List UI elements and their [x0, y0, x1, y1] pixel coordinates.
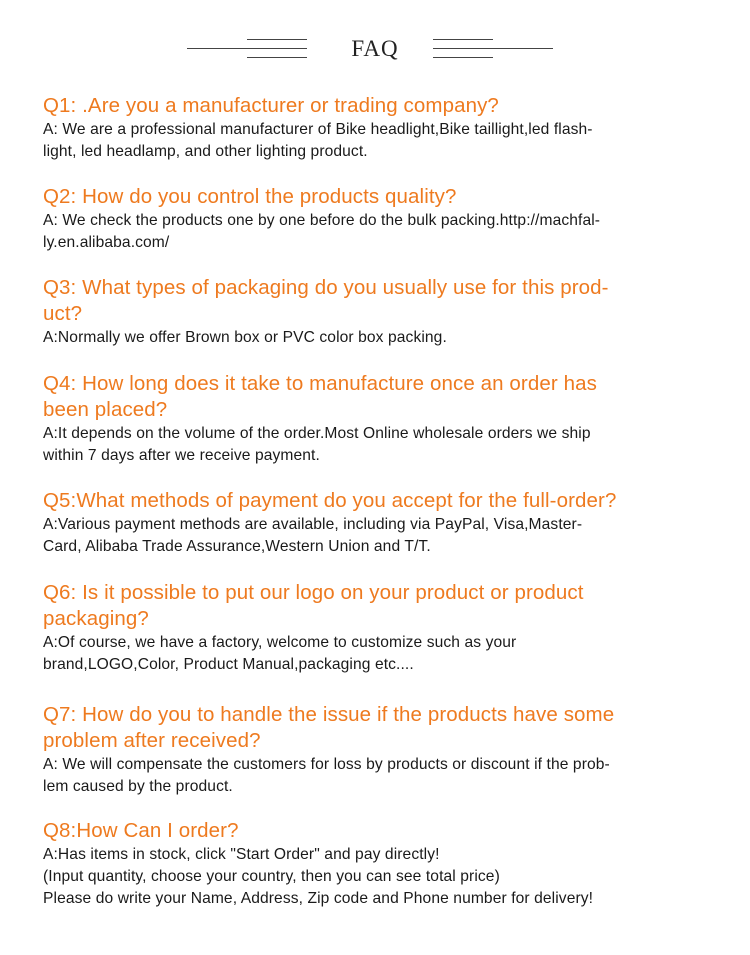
faq-item-2: [43, 184, 723, 254]
answer-line: Card, Alibaba Trade Assurance,Western Union and T/T.: [43, 538, 431, 555]
question-line: Q6: Is it possible to put our logo on your product or product: [43, 581, 584, 604]
right-rule-upper: [433, 39, 493, 40]
question-line: Q3: What types of packaging do you usually use for this prod-: [43, 276, 609, 299]
question-line: Q4: How long does it take to manufacture once an order has: [43, 372, 597, 395]
faq-item-8: [43, 818, 723, 910]
answer-line: light, led headlamp, and other lighting product.: [43, 143, 368, 160]
faq-item-6: [43, 580, 723, 676]
answer-line: A:Of course, we have a factory, welcome to customize such as your: [43, 634, 517, 651]
faq-item-5: [43, 488, 723, 558]
answer-line: lem caused by the product.: [43, 778, 233, 795]
right-rule-long: [433, 48, 553, 49]
question-line: Q7: How do you to handle the issue if the products have some: [43, 703, 615, 726]
question-line: Q8:How Can I order?: [43, 819, 239, 842]
answer-line: (Input quantity, choose your country, then you can see total price): [43, 868, 500, 885]
faq-item-7: [43, 702, 723, 798]
right-rule-lower: [433, 57, 493, 58]
page-title: FAQ: [351, 36, 399, 61]
question-line: Q1: .Are you a manufacturer or trading company?: [43, 94, 499, 117]
question-line: uct?: [43, 302, 83, 325]
faq-item-3: [43, 275, 723, 349]
faq-item-1: [43, 93, 723, 163]
question-line: problem after received?: [43, 729, 261, 752]
question-line: been placed?: [43, 398, 168, 421]
faq-header: [0, 0, 750, 80]
faq-item-4: [43, 371, 723, 467]
answer-line: A: We will compensate the customers for loss by products or discount if the prob-: [43, 756, 610, 773]
answer-line: A:Has items in stock, click "Start Order" and pay directly!: [43, 846, 440, 863]
answer-line: A:Various payment methods are available, including via PayPal, Visa,Master-: [43, 516, 583, 533]
answer-line: A: We are a professional manufacturer of Bike headlight,Bike taillight,led flash-: [43, 121, 593, 138]
question-line: Q2: How do you control the products quality?: [43, 185, 457, 208]
answer-line: brand,LOGO,Color, Product Manual,packaging etc....: [43, 656, 414, 673]
question-line: packaging?: [43, 607, 149, 630]
answer-line: within 7 days after we receive payment.: [43, 447, 320, 464]
question-line: Q5:What methods of payment do you accept for the full-order?: [43, 489, 617, 512]
answer-line: A:Normally we offer Brown box or PVC color box packing.: [43, 329, 447, 346]
answer-line: A:It depends on the volume of the order.Most Online wholesale orders we ship: [43, 425, 591, 442]
answer-line: ly.en.alibaba.com/: [43, 234, 170, 251]
answer-line: Please do write your Name, Address, Zip code and Phone number for delivery!: [43, 890, 594, 907]
answer-line: A: We check the products one by one before do the bulk packing.http://machfal-: [43, 212, 601, 229]
